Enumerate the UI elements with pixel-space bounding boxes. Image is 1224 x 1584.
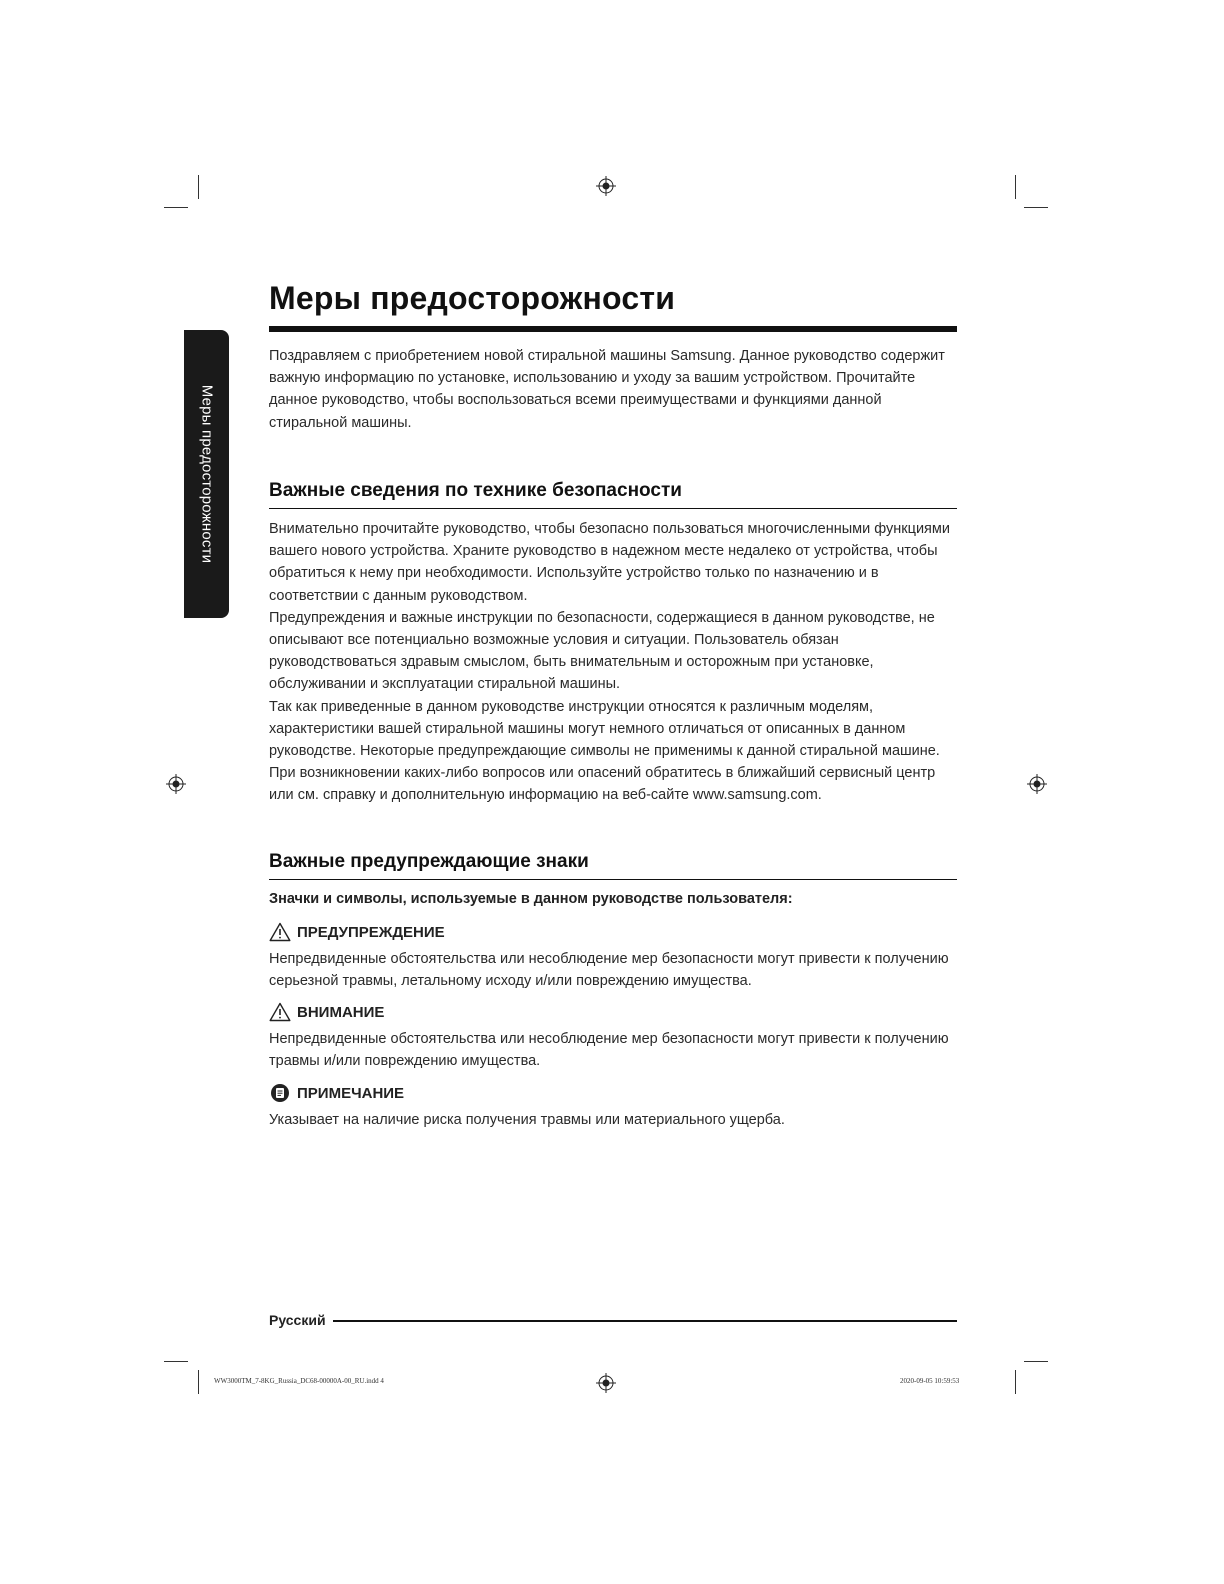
registration-mark-icon — [596, 176, 616, 196]
safety-body — [269, 518, 957, 807]
signs-section-heading: Важные предупреждающие знаки — [269, 851, 589, 872]
section-rule — [269, 879, 957, 880]
side-section-tab — [184, 330, 229, 618]
section-rule — [269, 508, 957, 509]
safety-paragraph: Предупреждения и важные инструкции по безопасности, содержащиеся в данном руководстве, не описывают все потенциально возможные условия и ситуации. Пользователь обязан руководствоваться здравым смыслом, быть внимательным и осторожным при установке, обслуживании и эксплуатации стиральной машины. — [269, 609, 935, 693]
caution-text: Непредвиденные обстоятельства или несоблюдение мер безопасности могут привести к получению травмы и/или повреждению имущества. — [269, 1031, 949, 1070]
safety-paragraph: Так как приведенные в данном руководстве инструкции относятся к различным моделям, характеристики вашей стиральной машины могут немного отличаться от описанных в данном руководстве. Некоторые предупреждающие символы не применимы к данной стиральной машине. При возникновении каких-либо вопросов или опасений обратитесь в ближайший сервисный центр или см. справку и дополнительную информацию на веб-сайте www.samsung.com. — [269, 698, 940, 804]
footer-rule — [333, 1320, 957, 1322]
note-text: Указывает на наличие риска получения травмы или материального ущерба. — [269, 1112, 785, 1128]
registration-mark-icon — [166, 774, 186, 794]
crop-mark-br-h — [1024, 1361, 1048, 1362]
print-slug-right: 2020-09-05 10:59:53 — [900, 1377, 960, 1385]
caution-heading — [269, 1002, 957, 1022]
crop-mark-tr-v — [1015, 175, 1016, 199]
warning-block — [269, 922, 957, 992]
side-tab-label: Меры предосторожности — [198, 384, 215, 564]
warning-heading — [269, 922, 957, 942]
note-block — [269, 1083, 957, 1131]
footer-language: Русский — [269, 1312, 326, 1328]
page-title: Меры предосторожности — [269, 280, 676, 316]
registration-mark-icon — [1027, 774, 1047, 794]
intro-paragraph: Поздравляем с приобретением новой стиральной машины Samsung. Данное руководство содержит важную информацию по установке, использованию и уходу за вашим устройством. Прочитайте данное руководство, чтобы воспользоваться всеми преимуществами и функциями данной стиральной машины. — [269, 348, 945, 431]
safety-paragraph: Внимательно прочитайте руководство, чтобы безопасно пользоваться многочисленными функциями вашего нового устройства. Храните руководство в надежном месте недалеко от устройства, чтобы обратиться к нему при необходимости. Используйте устройство только по назначению и в соответствии с данным руководством. — [269, 521, 950, 604]
intro-block — [269, 345, 957, 434]
note-icon — [269, 1083, 291, 1103]
note-label: ПРИМЕЧАНИЕ — [297, 1084, 405, 1102]
warning-text: Непредвиденные обстоятельства или несоблюдение мер безопасности могут привести к получению серьезной травмы, летальному исходу и/или повреждению имущества. — [269, 951, 949, 990]
warning-triangle-icon — [269, 922, 291, 942]
crop-mark-tr-h — [1024, 207, 1048, 208]
crop-mark-bl-h — [164, 1361, 188, 1362]
safety-section-heading: Важные сведения по технике безопасности — [269, 480, 682, 501]
note-heading — [269, 1083, 957, 1103]
caution-block — [269, 1002, 957, 1072]
crop-mark-tl-h — [164, 207, 188, 208]
warning-label: ПРЕДУПРЕЖДЕНИЕ — [297, 923, 445, 941]
signs-lead-block — [269, 891, 957, 907]
title-rule — [269, 326, 957, 332]
crop-mark-br-v — [1015, 1370, 1016, 1394]
caution-triangle-icon — [269, 1002, 291, 1022]
registration-mark-icon — [596, 1373, 616, 1393]
crop-mark-bl-v — [198, 1370, 199, 1394]
print-slug-left: WW3000TM_7-8KG_Russia_DC68-00000A-00_RU.indd 4 — [214, 1377, 384, 1385]
crop-mark-tl-v — [198, 175, 199, 199]
signs-lead: Значки и символы, используемые в данном руководстве пользователя: — [269, 891, 793, 907]
caution-label: ВНИМАНИЕ — [297, 1003, 385, 1021]
